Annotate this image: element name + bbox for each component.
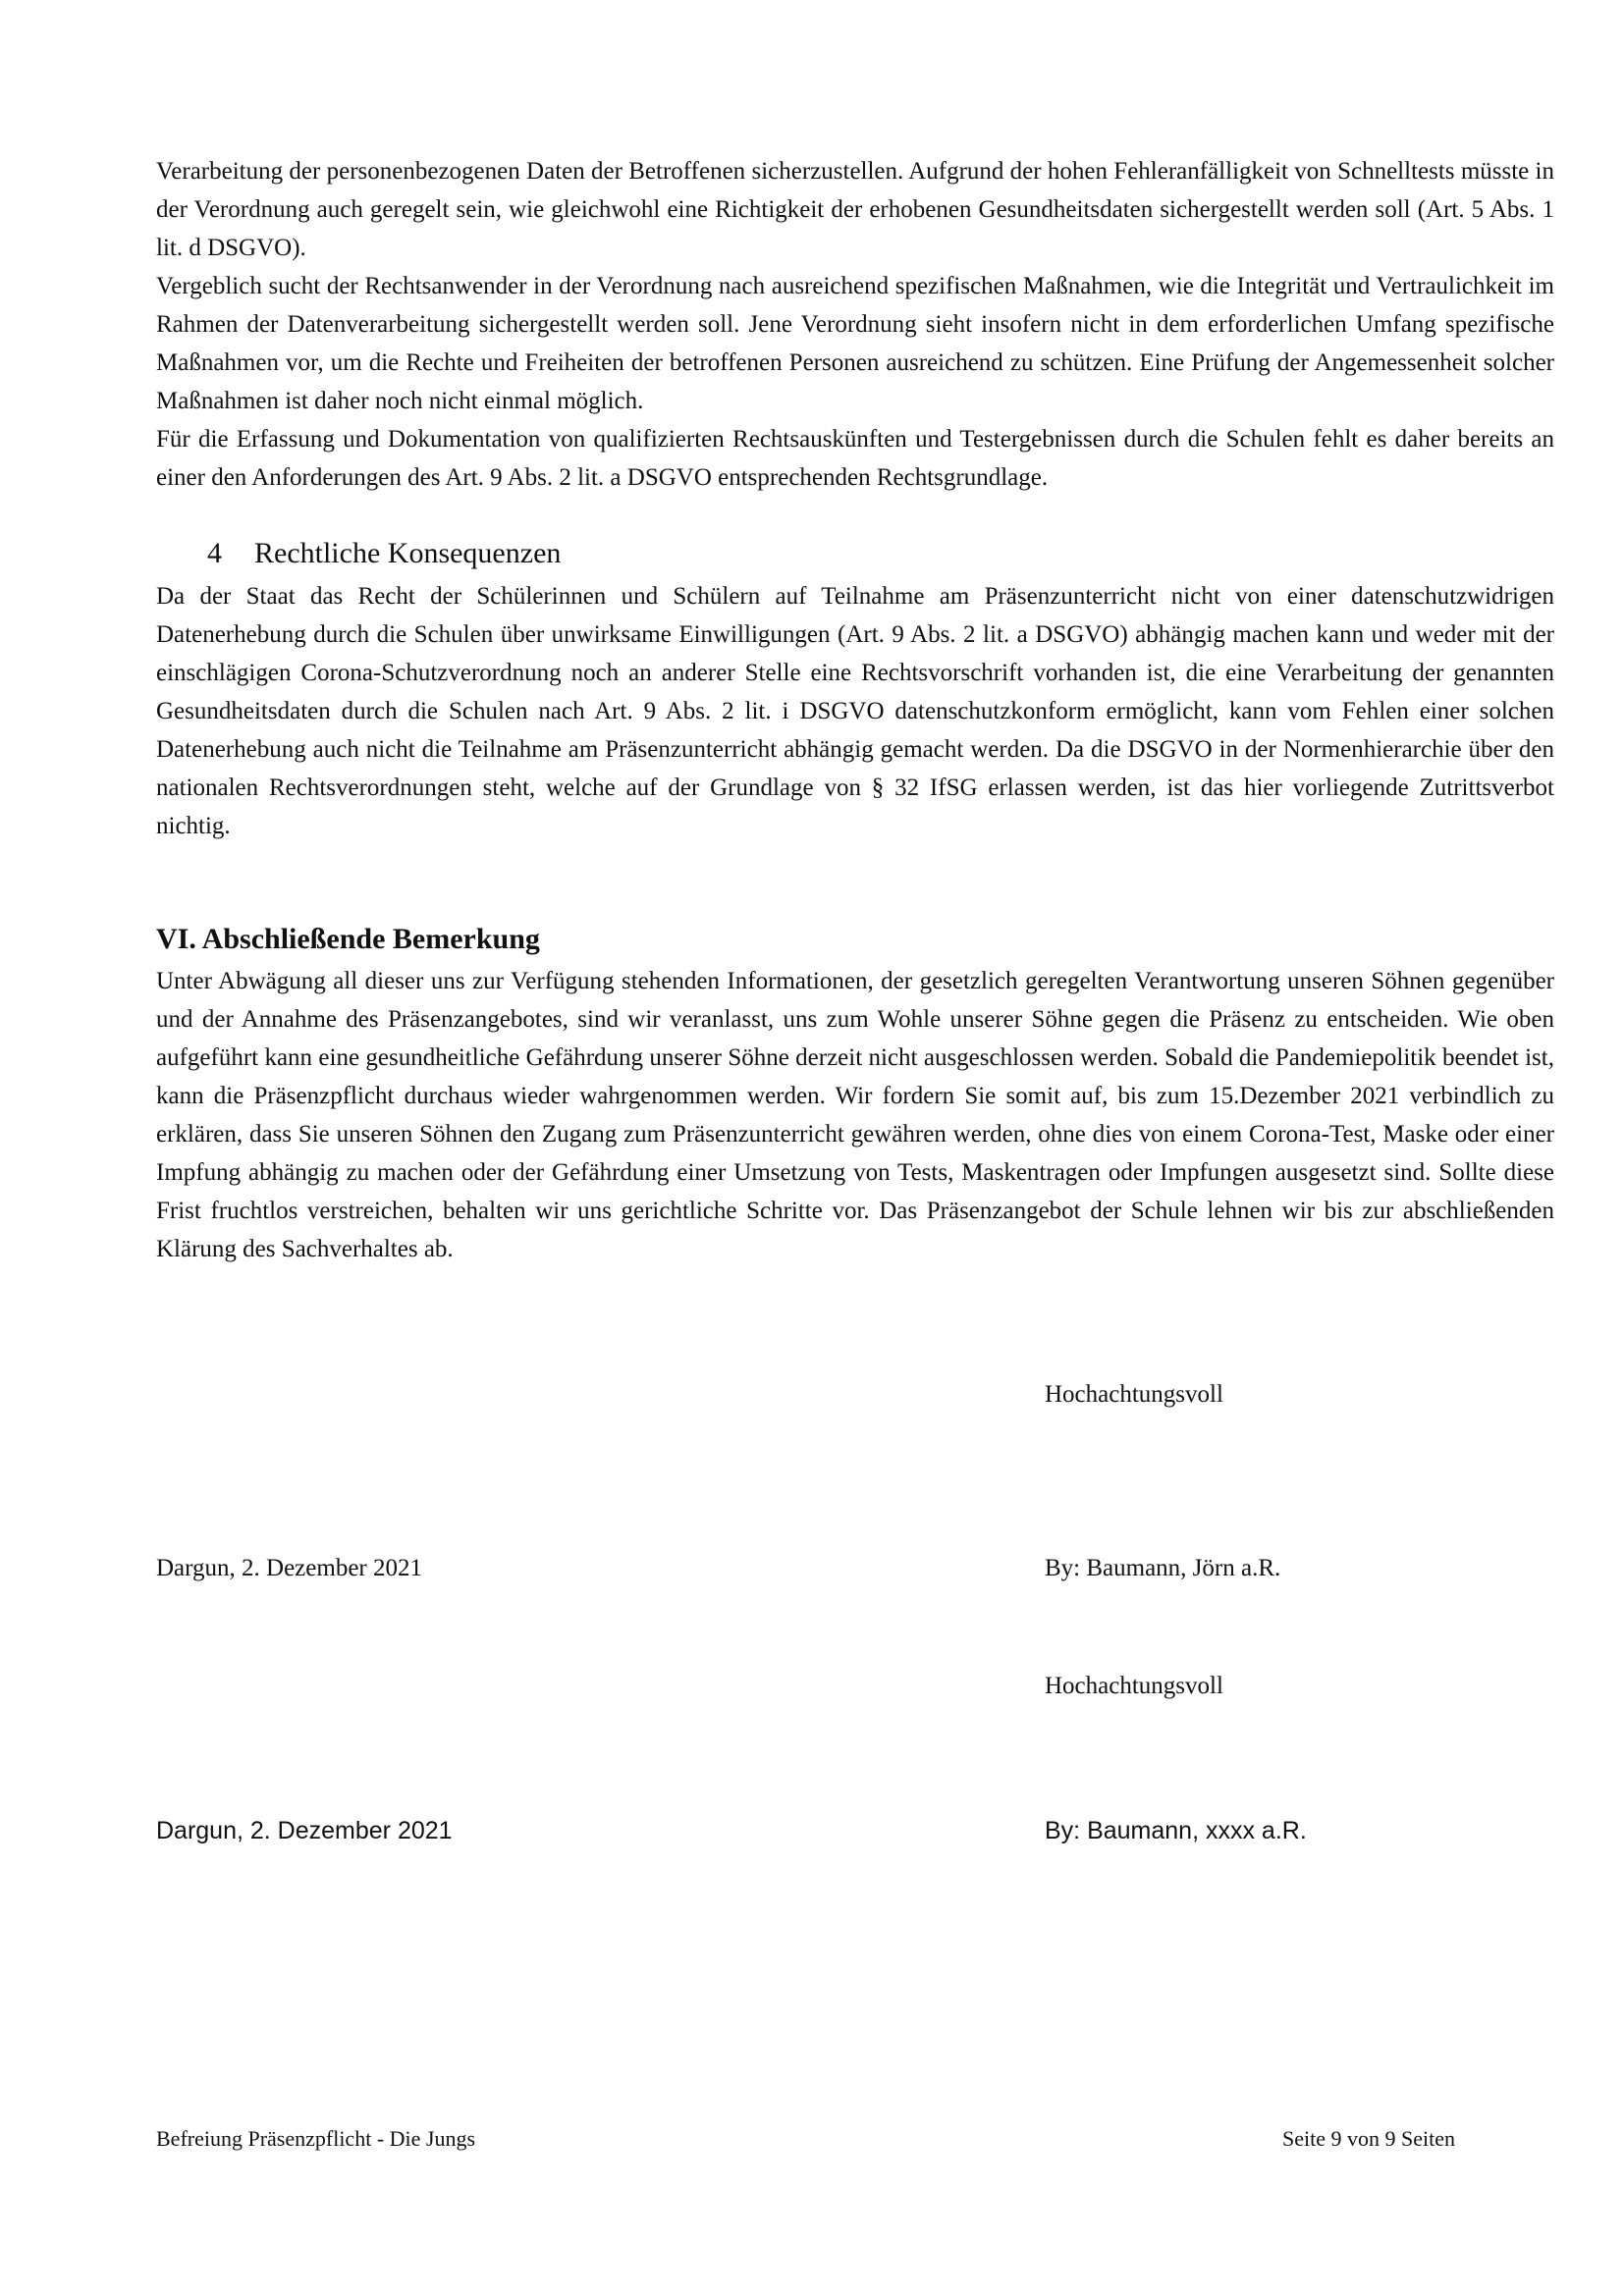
- intro-section: [156, 152, 1554, 497]
- signature-2-place-date: Dargun, 2. Dezember 2021: [156, 1817, 453, 1844]
- section-4-heading: [207, 534, 561, 573]
- section-6-body: [156, 962, 1554, 1268]
- footer-page-number: Seite 9 von 9 Seiten: [1282, 2126, 1455, 2151]
- intro-paragraph-3: Für die Erfassung und Dokumentation von qualifizierten Rechtsauskünften und Testergebnissen durch die Schulen fehlt es daher bereits an einer den Anforderungen des Art. 9 Abs. 2 lit. a DSGVO entsprechenden Rechtsgrundlage.: [156, 426, 1554, 491]
- signature-1-signer: By: Baumann, Jörn a.R.: [1045, 1555, 1281, 1581]
- intro-paragraph-2: Vergeblich sucht der Rechtsanwender in der Verordnung nach ausreichend spezifischen Maßnahmen, wie die Integrität und Vertraulichkeit im Rahmen der Datenverarbeitung sichergestellt werden soll. Jene Verordnung sieht insofern nicht in dem erforderlichen Umfang spezifische Maßnahmen vor, um die Rechte und Freiheiten der betroffenen Personen ausreichend zu schützen. Eine Prüfung der Angemessenheit solcher Maßnahmen ist daher noch nicht einmal möglich.: [156, 273, 1554, 414]
- signature-1-place-date: Dargun, 2. Dezember 2021: [156, 1555, 422, 1581]
- section-4-paragraph: Da der Staat das Recht der Schülerinnen und Schülern auf Teilnahme am Präsenzunterricht nicht von einer datenschutzwidrigen Datenerhebung durch die Schulen über unwirksame Einwilligungen (Art. 9 Abs. 2 lit. a DSGVO) abhängig machen kann und weder mit der einschlägigen Corona-Schutzverordnung noch an anderer Stelle eine Rechtsvorschrift vorhanden ist, die eine Verarbeitung der genannten Gesundheitsdaten durch die Schulen nach Art. 9 Abs. 2 lit. i DSGVO datenschutzkonform ermöglicht, kann vom Fehlen einer solchen Datenerhebung auch nicht die Teilnahme am Präsenzunterricht abhängig gemacht werden. Da die DSGVO in der Normenhierarchie über den nationalen Rechtsverordnungen steht, welche auf der Grundlage von § 32 IfSG erlassen werden, ist das hier vorliegende Zutrittsverbot nichtig.: [156, 583, 1554, 839]
- section-4-title: Rechtliche Konsequenzen: [254, 537, 562, 569]
- signature-2-signer: By: Baumann, xxxx a.R.: [1045, 1817, 1307, 1844]
- section-6-heading: VI. Abschließende Bemerkung: [156, 923, 540, 955]
- intro-paragraph-1: Verarbeitung der personenbezogenen Daten der Betroffenen sicherzustellen. Aufgrund der hohen Fehleranfälligkeit von Schnelltests müsste in der Verordnung auch geregelt sein, wie gleichwohl eine Richtigkeit der erhobenen Gesundheitsdaten sichergestellt werden soll (Art. 5 Abs. 1 lit. d DSGVO).: [156, 158, 1554, 261]
- signature-2-closing: Hochachtungsvoll: [1045, 1673, 1223, 1699]
- section-6-paragraph: Unter Abwägung all dieser uns zur Verfügung stehenden Informationen, der gesetzlich geregelten Verantwortung unseren Söhnen gegenüber und der Annahme des Präsenzangebotes, sind wir veranlasst, uns zum Wohle unserer Söhne gegen die Präsenz zu entscheiden. Wie oben aufgeführt kann eine gesundheitliche Gefährdung unserer Söhne derzeit nicht ausgeschlossen werden. Sobald die Pandemiepolitik beendet ist, kann die Präsenzpflicht durchaus wieder wahrgenommen werden. Wir fordern Sie somit auf, bis zum 15.Dezember 2021 verbindlich zu erklären, dass Sie unseren Söhnen den Zugang zum Präsenzunterricht gewähren werden, ohne dies von einem Corona-Test, Maske oder einer Impfung abhängig zu machen oder der Gefährdung einer Umsetzung von Tests, Maskentragen oder Impfungen ausgesetzt sind. Sollte diese Frist fruchtlos verstreichen, behalten wir uns gerichtliche Schritte vor. Das Präsenzangebot der Schule lehnen wir bis zur abschließenden Klärung des Sachverhaltes ab.: [156, 968, 1554, 1262]
- section-4-body: [156, 577, 1554, 845]
- footer-title: Befreiung Präsenzpflicht - Die Jungs: [156, 2126, 476, 2151]
- section-4-number: 4: [207, 537, 222, 569]
- signature-1-closing: Hochachtungsvoll: [1045, 1381, 1223, 1408]
